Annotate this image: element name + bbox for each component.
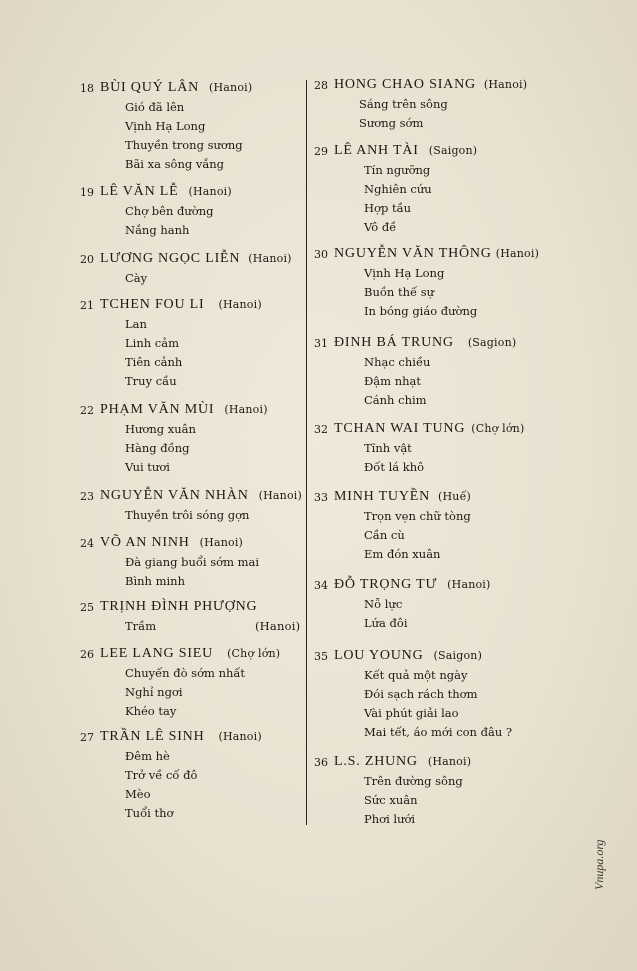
artist-name: LÊ VĂN LỄ	[100, 184, 179, 199]
work-title: Cần cù	[364, 528, 405, 542]
entry-number: 24	[80, 537, 94, 550]
work-title: Linh cảm	[125, 336, 179, 350]
artist-name: ĐỖ TRỌNG TƯ	[334, 577, 438, 592]
artist-entry	[314, 421, 525, 477]
work-title: Tĩnh vật	[364, 441, 412, 455]
artist-name: TRỊNH ĐÌNH PHƯỢNG	[100, 599, 258, 614]
artist-city: (Sagion)	[467, 336, 517, 349]
artist-entry	[314, 754, 472, 829]
entry-number: 25	[80, 601, 94, 614]
artist-city: (Hanoi)	[258, 489, 302, 502]
entry-number: 32	[314, 423, 328, 436]
work-title: Bình minh	[125, 574, 185, 588]
work-title: Cày	[125, 271, 148, 285]
work-title: Mèo	[125, 787, 151, 801]
artist-entry	[314, 489, 471, 564]
artist-city: (Hanoi)	[427, 755, 472, 768]
entry-number: 33	[314, 491, 328, 504]
work-title: Đêm hè	[125, 749, 170, 763]
work-title: Trọn vẹn chữ tòng	[364, 509, 471, 523]
artist-name: NGUYỄN VĂN THÔNG	[334, 246, 492, 261]
artist-entry	[80, 184, 232, 240]
work-title: Trên đường sông	[364, 774, 463, 788]
artist-city: (Hanoi)	[218, 730, 262, 743]
work-title: Chuyến đò sớm nhất	[125, 666, 246, 680]
entry-number: 29	[314, 145, 328, 158]
artist-city: (Hanoi)	[483, 78, 528, 91]
entry-number: 19	[80, 186, 94, 199]
entry-number: 18	[80, 82, 94, 95]
work-title: Bãi xa sông vắng	[125, 157, 225, 171]
artist-city: (Huế)	[438, 490, 472, 503]
artist-city: (Hanoi)	[447, 578, 491, 591]
work-title: Vịnh Hạ Long	[364, 266, 445, 280]
artist-name: BÙI QUÝ LÂN	[100, 80, 200, 95]
artist-name: NGUYỄN VĂN NHÀN	[100, 488, 249, 503]
artist-name: TRẦN LÊ SINH	[100, 729, 205, 744]
artist-city: (Hanoi)	[218, 298, 262, 311]
artist-entry	[80, 646, 281, 721]
artist-entry	[80, 599, 345, 636]
artist-entry	[80, 729, 262, 823]
work-title: Nhạc chiều	[364, 355, 431, 369]
artist-entry	[314, 648, 512, 742]
work-title: Đậm nhạt	[364, 374, 421, 388]
entry-number: 27	[80, 731, 94, 744]
work-title: Tuổi thơ	[125, 806, 174, 820]
work-title: Truy cầu	[125, 374, 177, 388]
work-title: Thuyền trôi sóng gợn	[125, 508, 250, 522]
work-title: Lứa đôi	[364, 616, 408, 630]
work-title: Tiên cảnh	[125, 355, 183, 369]
work-title: Hợp tầu	[364, 201, 412, 215]
work-title: Lan	[125, 317, 147, 331]
work-title	[125, 617, 345, 636]
work-title: Nắng hanh	[125, 223, 190, 237]
work-title: Sức xuân	[364, 793, 418, 807]
work-title: Vịnh Hạ Long	[125, 119, 206, 133]
entry-number: 21	[80, 299, 94, 312]
work-title: In bóng giáo đường	[364, 304, 478, 318]
artist-entry	[314, 77, 528, 133]
artist-entry	[80, 251, 292, 288]
work-title: Chợ bên đường	[125, 204, 214, 218]
work-title: Vô đề	[364, 220, 397, 234]
entry-number: 26	[80, 648, 94, 661]
artist-entry	[80, 297, 262, 391]
work-title: Hàng đồng	[125, 441, 190, 455]
work-title: Vài phút giải lao	[364, 706, 459, 720]
artist-city: (Hanoi)	[199, 536, 244, 549]
column-divider	[306, 80, 307, 825]
work-title: Khéo tay	[125, 704, 177, 718]
artist-name: ĐINH BÁ TRUNG	[334, 335, 454, 350]
entry-number: 22	[80, 404, 94, 417]
artist-name: LEE LANG SIEU	[100, 646, 214, 661]
work-title: Gió đã lên	[125, 100, 185, 114]
work-title: Buồn thế sự	[364, 285, 435, 299]
entry-number: 20	[80, 253, 94, 266]
artist-entry	[80, 488, 302, 525]
work-title: Nghiên cứu	[364, 182, 432, 196]
work-title: Vui tươi	[125, 460, 170, 474]
artist-city: (Chợ lớn)	[471, 422, 525, 435]
entry-number: 31	[314, 337, 328, 350]
work-title: Trở về cố đô	[125, 768, 198, 782]
entry-number: 36	[314, 756, 328, 769]
artist-name: TCHEN FOU LI	[100, 297, 205, 312]
work-title: Em đón xuân	[364, 547, 441, 561]
work-title: Sương sớm	[359, 116, 424, 130]
artist-city: (Hanoi)	[495, 247, 540, 260]
entry-number: 34	[314, 579, 328, 592]
watermark: Vnupa.org	[592, 839, 606, 890]
work-title: Phơi lưới	[364, 812, 416, 826]
work-title: Cánh chim	[364, 393, 427, 407]
entry-number: 30	[314, 248, 328, 261]
entry-number: 35	[314, 650, 328, 663]
artist-city: (Hanoi)	[209, 81, 253, 94]
entry-number: 23	[80, 490, 94, 503]
work-title: Đói sạch rách thơm	[364, 687, 478, 701]
artist-entry	[314, 143, 478, 237]
artist-city: (Saigon)	[433, 649, 483, 662]
artist-name: L.S. ZHUNG	[334, 754, 418, 769]
artist-name: LƯƠNG NGỌC LIỄN	[100, 251, 241, 266]
work-title: Thuyền trong sương	[125, 138, 243, 152]
work-title: Mai tết, áo mới con đâu ?	[364, 725, 513, 739]
artist-name: MINH TUYỀN	[334, 489, 431, 504]
artist-entry	[314, 246, 540, 321]
artist-entry	[314, 335, 517, 410]
artist-city: (Hanoi)	[224, 403, 268, 416]
artist-name: PHẠM VĂN MÙI	[100, 402, 215, 417]
artist-entry	[314, 577, 491, 633]
artist-name: TCHAN WAI TUNG	[334, 421, 466, 436]
work-title: Đốt lá khô	[364, 460, 425, 474]
artist-name: HONG CHAO SIANG	[334, 77, 476, 92]
work-title: Nghỉ ngơi	[125, 685, 183, 699]
artist-name: VÕ AN NINH	[100, 535, 190, 550]
work-title: Sáng trên sông	[359, 97, 448, 111]
work-title: Hương xuân	[125, 422, 196, 436]
work-title: Tín ngưỡng	[364, 163, 431, 177]
entry-number: 28	[314, 79, 328, 92]
work-title: Nỗ lực	[364, 597, 403, 611]
work-title: Kết quả một ngày	[364, 668, 468, 682]
artist-name: LOU YOUNG	[334, 648, 424, 663]
work-title-text: Trầm	[125, 619, 157, 633]
artist-city: (Hanoi)	[248, 252, 292, 265]
artist-city: (Hanoi)	[255, 619, 301, 633]
artist-entry	[80, 402, 268, 477]
artist-city: (Hanoi)	[188, 185, 232, 198]
artist-name: LÊ ANH TÀI	[334, 143, 419, 158]
artist-entry	[80, 535, 259, 591]
artist-city: (Chợ lớn)	[227, 647, 281, 660]
artist-entry	[80, 80, 253, 174]
artist-city: (Saigon)	[428, 144, 478, 157]
work-title: Đà giang buổi sớm mai	[125, 555, 260, 569]
